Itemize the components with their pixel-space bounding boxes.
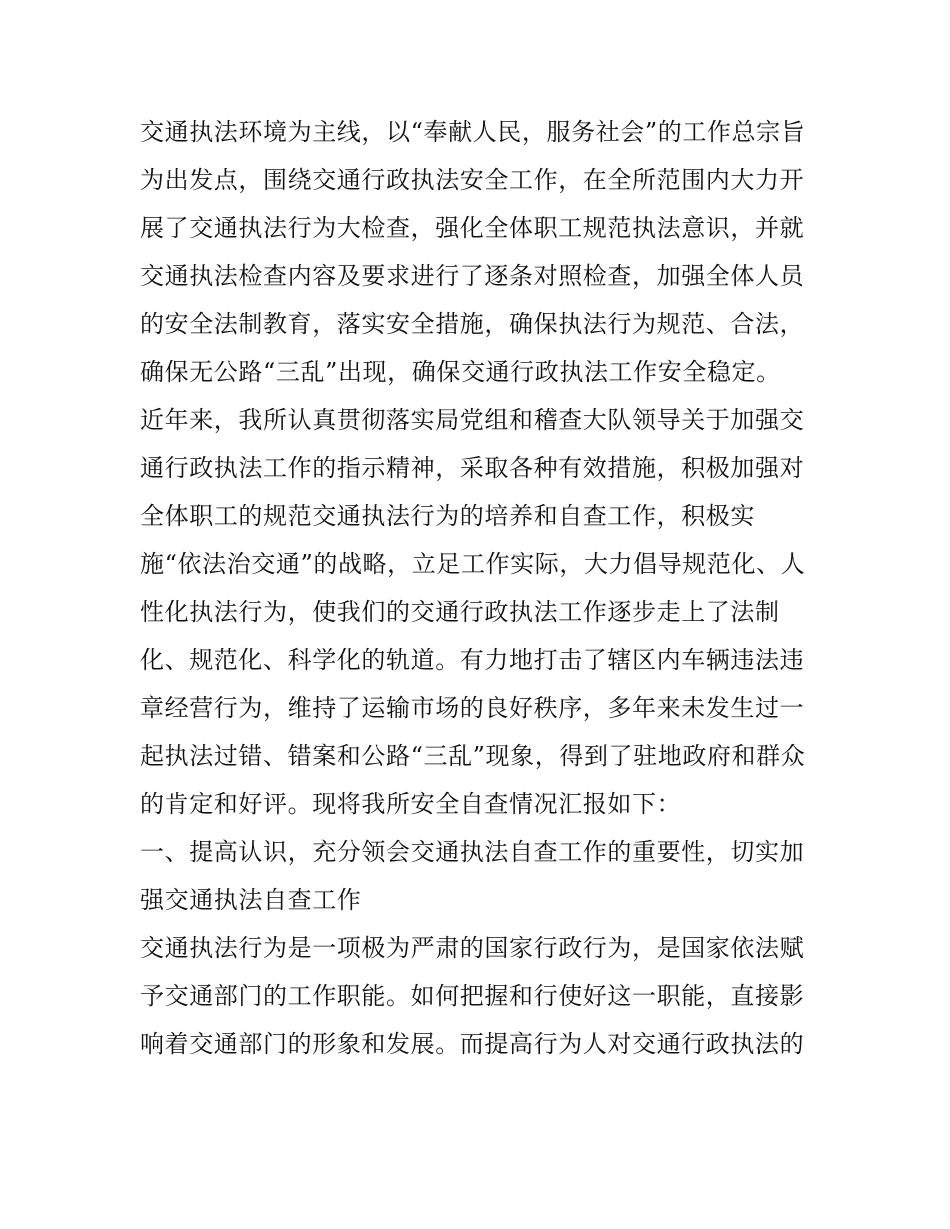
text-line-20: 响着交通部门的形象和发展。而提高行为人对交通行政执法的 [140, 1030, 805, 1058]
text-line-6: 确保无公路“三乱”出现，确保交通行政执法工作安全稳定。 [140, 358, 781, 386]
text-line-19: 予交通部门的工作职能。如何把握和行使好这一职能，直接影 [140, 982, 805, 1010]
section-heading-line-2: 强交通执法自查工作 [140, 886, 362, 914]
text-line-14: 起执法过错、错案和公路“三乱”现象，得到了驻地政府和群众 [140, 742, 806, 770]
text-line-10: 施“依法治交通”的战略，立足工作实际，大力倡导规范化、人 [140, 550, 806, 578]
text-line-15: 的肯定和好评。现将我所安全自查情况汇报如下： [140, 790, 682, 818]
text-line-1: 交通执法环境为主线，以“奉献人民，服务社会”的工作总宗旨 [140, 118, 806, 146]
text-line-18: 交通执法行为是一项极为严肃的国家行政行为，是国家依法赋 [140, 934, 805, 962]
text-line-7: 近年来，我所认真贯彻落实局党组和稽查大队领导关于加强交 [140, 406, 805, 434]
section-heading-line-1: 一、提高认识，充分领会交通执法自查工作的重要性，切实加 [140, 838, 805, 866]
text-line-3: 展了交通执法行为大检查，强化全体职工规范执法意识，并就 [140, 214, 805, 242]
text-line-11: 性化执法行为，使我们的交通行政执法工作逐步走上了法制 [140, 598, 780, 626]
text-line-12: 化、规范化、科学化的轨道。有力地打击了辖区内车辆违法违 [140, 646, 805, 674]
text-line-4: 交通执法检查内容及要求进行了逐条对照检查，加强全体人员 [140, 262, 805, 290]
text-line-2: 为出发点，围绕交通行政执法安全工作，在全所范围内大力开 [140, 166, 805, 194]
text-line-8: 通行政执法工作的指示精神，采取各种有效措施，积极加强对 [140, 454, 805, 482]
document-body [140, 108, 820, 1068]
text-line-13: 章经营行为，维持了运输市场的良好秩序，多年来未发生过一 [140, 694, 805, 722]
text-line-5: 的安全法制教育，落实安全措施，确保执法行为规范、合法， [140, 310, 805, 338]
text-line-9: 全体职工的规范交通执法行为的培养和自查工作，积极实 [140, 502, 755, 530]
